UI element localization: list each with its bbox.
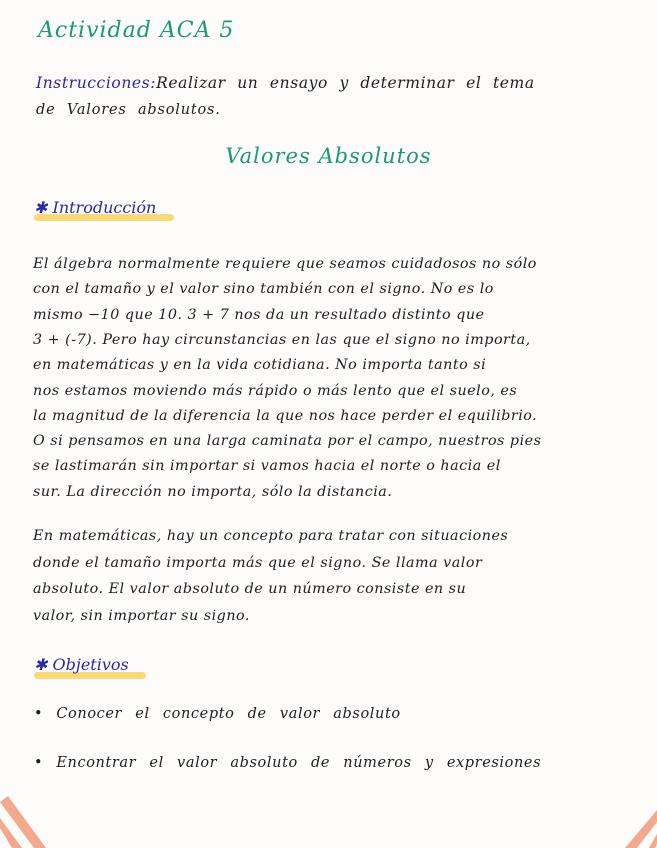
introduction-paragraph-2-line: En matemáticas, hay un concepto para tratar con situaciones: [33, 528, 509, 544]
introduction-paragraph-1-line: mismo −10 que 10. 3 + 7 nos da un resultado distinto que: [33, 306, 485, 323]
introduction-paragraph-1-line: El álgebra normalmente requiere que seamos cuidadosos no sólo: [33, 256, 537, 272]
essay-heading: Valores Absolutos: [225, 144, 432, 168]
objective-item-2: • Encontrar el valor absoluto de números y expresiones: [34, 755, 542, 771]
introduction-paragraph-1-line: con el tamaño y el valor sino también con el signo. No es lo: [33, 281, 494, 298]
introduction-paragraph-1-line: 3 + (-7). Pero hay circunstancias en las que el signo no importa,: [33, 331, 531, 348]
instructions-line-1: [36, 74, 535, 92]
instructions-text: Realizar un ensayo y determinar el tema: [156, 74, 535, 92]
introduction-paragraph-1-line: O si pensamos en una larga caminata por el campo, nuestros pies: [33, 433, 542, 450]
objectives-title: ✱ Objetivos: [34, 655, 129, 674]
page-title: Actividad ACA 5: [38, 18, 235, 43]
introduction-paragraph-2-line: valor, sin importar su signo.: [33, 607, 250, 624]
introduction-paragraph-1-line: nos estamos moviendo más rápido o más lento que el suelo, es: [33, 382, 518, 399]
corner-stripes-left: [0, 788, 70, 848]
instructions-line-2: de Valores absolutos.: [36, 102, 221, 118]
instructions-label: Instrucciones:: [36, 74, 157, 92]
introduction-paragraph-1-line: se lastimarán sin importar si vamos hacia el norte o hacia el: [33, 458, 501, 475]
introduction-title: ✱ Introducción: [34, 198, 157, 217]
objective-item-1: • Conocer el concepto de valor absoluto: [34, 706, 401, 722]
introduction-paragraph-1-line: la magnitud de la diferencia la que nos hace perder el equilibrio.: [33, 407, 538, 424]
introduction-paragraph-2-line: donde el tamaño importa más que el signo. Se llama valor: [33, 554, 483, 571]
corner-stripes-right: [587, 788, 657, 848]
introduction-paragraph-1-line: sur. La dirección no importa, sólo la distancia.: [33, 483, 393, 500]
introduction-paragraph-1-line: en matemáticas y en la vida cotidiana. No importa tanto si: [33, 357, 487, 374]
introduction-paragraph-2-line: absoluto. El valor absoluto de un número consiste en su: [33, 581, 467, 597]
